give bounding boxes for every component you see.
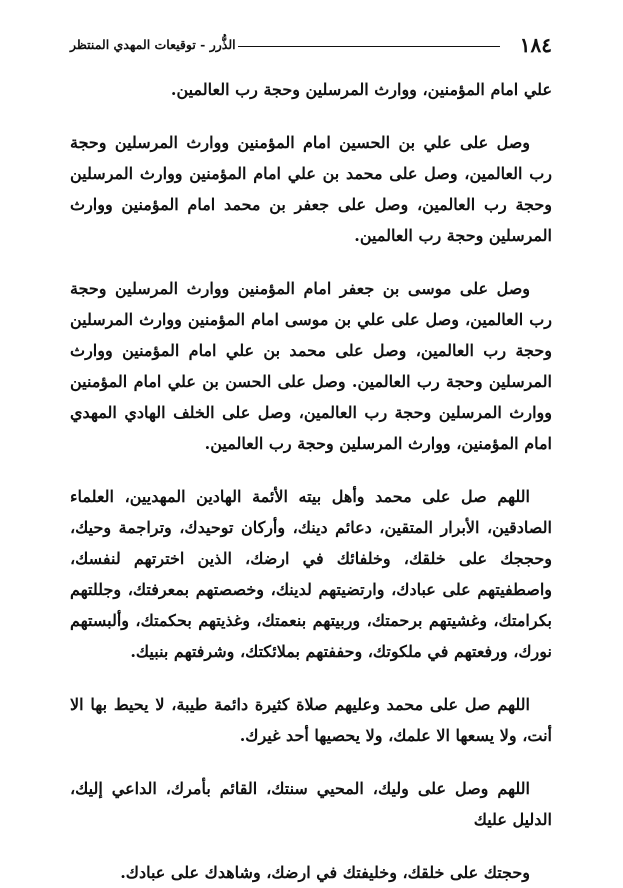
paragraph-5: اللهم صل على محمد وعليهم صلاة كثيرة دائمة طيبة، لا يحيط بها الا أنت، ولا يسعها الا علمك، ولا يحصيها أحد غيرك. <box>70 695 552 745</box>
page-header <box>70 34 552 60</box>
body-text <box>70 74 552 888</box>
paragraph-6: اللهم وصل على وليك، المحيي سنتك، القائم بأمرك، الداعي إليك، الدليل عليك <box>70 779 552 829</box>
page-number: ١٨٤ <box>519 33 552 57</box>
paragraph-7: وحجتك على خلقك، وخليفتك في ارضك، وشاهدك على عبادك. <box>120 863 530 882</box>
paragraph-4: اللهم صل على محمد وأهل بيته الأئمة الهادين المهديين، العلماء الصادقين، الأبرار المتقين، دعائم دينك، وأركان توحيدك، وتراجمة وحيك، وحججك على خلقك، وخلفائك في ارضك، الذين اخترتهم لنفسك، واصطفيتهم على عبادك، وارتضيتهم لدينك، وخصصتهم بمعرفتك، وجللتهم بكرامتك، وغشيتهم برحمتك، وربيتهم بنعمتك، وغذيتهم بحكمتك، وألبستهم نورك، ورفعتهم في ملكوتك، وحففتهم بملائكتك، وشرفتهم بنبيك. <box>70 487 552 661</box>
paragraph-2: وصل على علي بن الحسين امام المؤمنين ووارث المرسلين وحجة رب العالمين، وصل على محمد بن علي امام المؤمنين ووارث المرسلين وحجة رب العالمين، وصل على جعفر بن محمد امام المؤمنين ووارث المرسلين وحجة رب العالمين. <box>70 133 552 245</box>
paragraph-3: وصل على موسى بن جعفر امام المؤمنين ووارث المرسلين وحجة رب العالمين، وصل على علي بن موسى امام المؤمنين ووارث المرسلين وحجة رب العالمين، وصل على محمد بن علي امام المؤمنين ووارث المرسلين وحجة رب العالمين. وصل على الحسن بن علي امام المؤمنين ووارث المرسلين وحجة رب العالمين، وصل على الخلف الهادي المهدي امام المؤمنين، ووارث المرسلين وحجة رب العالمين. <box>70 279 552 453</box>
running-title: الذُّرر - توقيعات المهدي المنتظر <box>70 37 236 52</box>
paragraph-1: علي امام المؤمنين، ووارث المرسلين وحجة رب العالمين. <box>170 80 552 99</box>
header-rule <box>238 46 500 47</box>
